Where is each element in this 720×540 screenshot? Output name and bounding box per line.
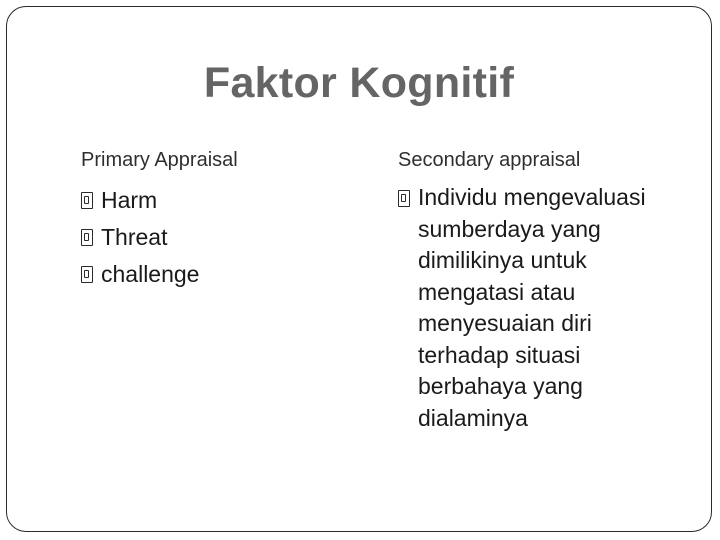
bullet-icon [81,266,93,283]
secondary-appraisal-list [398,182,698,434]
primary-appraisal-list [81,182,371,293]
list-item-text: Threat [101,224,168,250]
list-item [81,182,371,219]
secondary-appraisal-header: Secondary appraisal [398,149,581,171]
bullet-icon [81,229,93,246]
list-item [81,256,371,293]
list-item [398,182,698,434]
bullet-icon [81,192,93,209]
bullet-icon [398,190,410,207]
list-item-text: Harm [101,187,158,213]
slide-frame [6,6,712,532]
list-item-text: Individu mengevaluasi sumberdaya yang dimilikinya untuk mengatasi atau menyesuaian diri terhadap situasi berbahaya yang dialaminya [418,184,646,431]
primary-appraisal-header: Primary Appraisal [81,149,238,171]
slide-title: Faktor Kognitif [203,59,515,107]
list-item-text: challenge [101,261,200,287]
list-item [81,219,371,256]
